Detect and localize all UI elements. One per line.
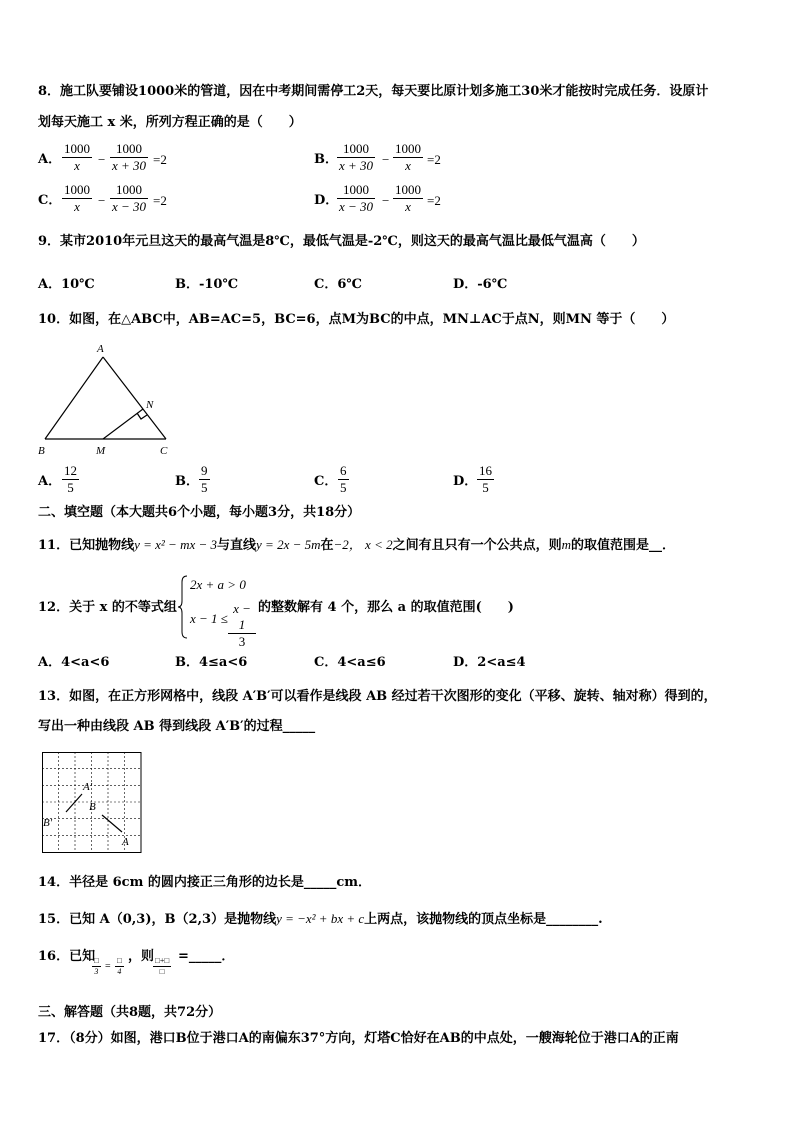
label-a-prime: A′	[83, 781, 93, 793]
q12-option-d: D．2<a≤4	[453, 655, 526, 670]
q8-line1: 8．施工队要铺设1000米的管道，因在中考期间需停工2天，每天要比原计划多施工30米才能按时完成任务．设原计	[38, 84, 709, 99]
grid-figure	[42, 752, 142, 856]
q9-option-b: B．-10℃	[175, 277, 239, 292]
q9-option-d: D．-6℃	[453, 277, 508, 292]
q12-option-a: A．4<a<6	[38, 655, 110, 670]
label-a: A	[97, 343, 104, 355]
q12-prefix: 12．关于 x 的不等式组	[38, 600, 177, 615]
label-b: B	[38, 445, 45, 457]
label-c: C	[160, 445, 168, 457]
triangle-figure	[36, 340, 186, 460]
section-3-heading: 三、解答题（共8题，共72分）	[38, 1005, 222, 1020]
q15-text: 15．已知 A（0,3)，B（2,3）是抛物线y = −x² + bx + c上两点，该抛物线的顶点坐标是________.	[38, 911, 603, 927]
q9-option-a: A．10℃	[38, 277, 95, 292]
q9-option-c: C．6℃	[314, 277, 362, 292]
section-2-heading: 二、填空题（本大题共6个小题，每小题3分，共18分）	[38, 505, 361, 520]
label-b: B	[89, 801, 96, 813]
q12-option-b: B．4≤a<6	[175, 655, 248, 670]
q9-text: 9．某市2010年元旦这天的最高气温是8℃，最低气温是-2℃，则这天的最高气温比最低气温高（ ）	[38, 234, 645, 249]
q12-suffix: 的整数解有 4 个，那么 a 的取值范围( )	[258, 600, 514, 615]
q14-text: 14．半径是 6cm 的圆内接正三角形的边长是_____cm．	[38, 875, 372, 890]
q17-text: 17．（8分）如图，港口B位于港口A的南偏东37°方向，灯塔C恰好在AB的中点处，一艘海轮位于港口A的正南	[38, 1031, 679, 1046]
q13-line2: 写出一种由线段 AB 得到线段 A′B′的过程_____	[38, 719, 316, 734]
label-a: A	[122, 836, 129, 848]
label-m: M	[96, 445, 106, 457]
q12-inequality-system: 2x + a > 0 x − 1 ≤ $\frac{x - 1}{3}$	[178, 574, 256, 640]
q12-option-c: C．4<a≤6	[314, 655, 386, 670]
label-b-prime: B′	[43, 817, 53, 829]
q10-text: 10．如图，在△ABC中，AB=AC=5，BC=6，点M为BC的中点，MN⊥AC于点N，则MN 等于（ ）	[38, 312, 675, 327]
q8-line2: 划每天施工 x 米，所列方程正确的是（ ）	[38, 115, 302, 130]
label-n: N	[146, 399, 154, 411]
q13-line1: 13．如图，在正方形网格中，线段 A′B′可以看作是线段 AB 经过若干次图形的变化（平移、旋转、轴对称）得到的，	[38, 689, 717, 704]
q11-text: 11．已知抛物线y = x² − mx − 3与直线y = 2x − 5m在−2， x < 2之间有且只有一个公共点，则m的取值范围是__．	[38, 537, 676, 553]
